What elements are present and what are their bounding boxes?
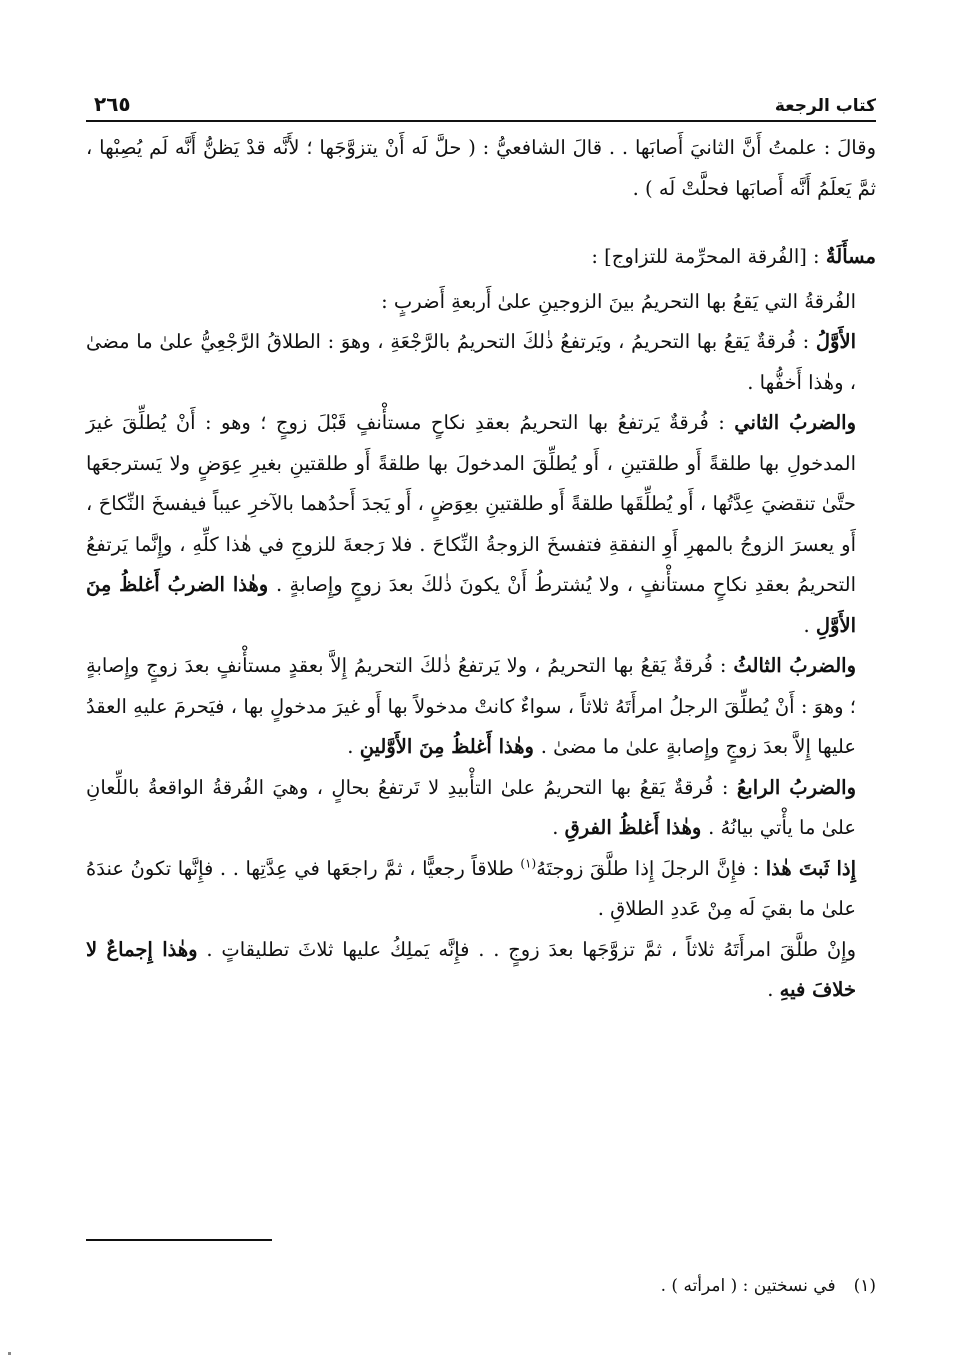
- paragraph-end: .: [767, 978, 780, 1001]
- footnote-number: (١): [853, 1276, 876, 1296]
- masala-title: : [الفُرقة المحرِّمة للتزاوج] :: [591, 245, 826, 268]
- paragraph-text: : فإِنَّ الرجلَ إِذا طلَّقَ زوجتَهُ: [536, 856, 766, 880]
- running-head: [86, 82, 876, 122]
- paragraph-consensus: [86, 930, 876, 1011]
- paragraph-text: : فُرقةٌ يَقعُ بها التحريمُ ، ويَرتفعُ ذٰلكَ التحريمُ بالرَّجْعَةِ ، وهوَ : الطلاقُ الرَّجْعِيُّ علىٰ ما مضىٰ ، وهٰذا أَخفُّها .: [86, 330, 856, 394]
- paragraph-first-type: [86, 322, 876, 403]
- if-established-label: إِذا ثَبتَ هٰذا: [765, 856, 856, 880]
- third-type-label: والضربُ الثالثُ: [733, 654, 856, 677]
- page-number: ٢٦٥: [94, 92, 131, 116]
- footnote-divider: [86, 1239, 272, 1241]
- paragraph-end: .: [803, 613, 816, 637]
- footnote-reference[interactable]: (١): [520, 856, 537, 870]
- paragraph-fourth-type: [86, 768, 876, 849]
- paragraph-masala-heading: [86, 237, 876, 278]
- second-type-label: والضربُ الثاني: [734, 411, 856, 434]
- paragraph-if-established: [86, 849, 876, 930]
- paragraph-text: : فُرقةٌ يَرتفعُ بها التحريمُ بعقدِ نكاحٍ مستأْنفٍ قَبْلَ زوجٍ ؛ وهو : أَنْ يُطلِّقَ غيرَ المدخولِ بها طلقةً أَو طلقتينِ ، أَو يُطلِّقَ المدخولَ بها طلقةً أَو طلقتينِ بغيرِ عِوَضٍ ولا يَسترجعَها حتَّىٰ تنقضيَ عِدَّتُها ، أَو يُطلِّقَها طلقةً أَو طلقتينِ بعِوَضٍ ، أَو يَجدَ أَحدُهما بالآخرِ عيباً فيفسخَ النِّكاحَ ، أَو يعسرَ الزوجُ بالمهرِ أَوِ النفقةِ فتفسخَ الزوجةُ النِّكاحَ . فلا رَجعةَ للزوجِ في هٰذا كلِّهِ ، وإِنَّما يَرتفعُ التحريمُ بعقدِ نكاحٍ مستأْنفٍ ، ولا يُشترطُ أَنْ يكونَ ذٰلكَ بعدَ زوجٍ وإِصابةٍ .: [86, 411, 857, 596]
- body-text: [86, 128, 876, 1011]
- paragraph-text: الفُرقةُ التي يَقعُ بها التحريمُ بينَ الزوجينِ علىٰ أَربعةِ أَضربٍ :: [381, 289, 856, 313]
- paragraph-quote-shafii: [86, 128, 876, 209]
- paragraph-second-type: [86, 403, 876, 646]
- paragraph-text-rest: طلاقاً رجعيًّا ، ثمَّ راجعَها في عِدَّتِها . . فإِنَّها تكونُ عندَهُ علىٰ ما بقيَ لَه مِنْ عَددِ الطلاقِ .: [86, 856, 856, 920]
- paragraph-text: وقالَ : علمتُ أَنَّ الثانيَ أَصابَها . . قالَ الشافعيُّ : ( حلَّ لَه أَنْ يتزوَّجَها ؛ لأَنَّه قدْ يَظنُّ أَنَّه لَم يُصِبْها ، ثمَّ يَعلَمُ أَنَّه أَصابَها فحلَّتْ لَه ) .: [86, 136, 876, 200]
- book-title: كتاب الرجعة: [774, 96, 876, 116]
- fourth-type-label: والضربُ الرابعُ: [736, 775, 857, 799]
- paragraph-third-type: [86, 646, 876, 768]
- first-type-label: الأَوَّلُ: [815, 330, 856, 353]
- masala-label: مسأَلَةٌ: [825, 245, 876, 268]
- paragraph-intro: [86, 282, 876, 323]
- third-type-conclusion: وهٰذا أَغلظُ مِنَ الأَوَّلينِ: [359, 735, 541, 758]
- footnote-text: في نسختين : ( امرأته ) .: [660, 1276, 836, 1296]
- consensus-statement: وهٰذا إِجماعٌ لا خلافَ فيهِ: [86, 937, 856, 1001]
- fourth-type-conclusion: وهٰذا أَغلظُ الفرقِ: [564, 816, 709, 839]
- paragraph-text: وإِنْ طلَّقَ امرأَتَهُ ثلاثاً ، ثمَّ تزوَّجَها بعدَ زوجٍ . . فإِنَّه يَملِكُ عليها ثلاثَ تطليقاتٍ .: [206, 937, 857, 961]
- paragraph-text: : فُرقةٌ يَقعُ بها التحريمُ علىٰ التأْبيدِ لا تَرتفعُ بحالٍ ، وهيَ الفُرقةُ الواقعةُ باللِّعانِ علىٰ ما يأْتي بيانُهُ .: [86, 775, 856, 839]
- footnote: [661, 1276, 876, 1296]
- paragraph-end: .: [552, 816, 565, 839]
- second-type-conclusion: وهٰذا الضربُ أَغلظُ مِنَ الأَوَّلِ: [86, 573, 856, 637]
- paragraph-end: .: [347, 735, 360, 758]
- scan-speck: [8, 1352, 11, 1355]
- page: [86, 82, 876, 1011]
- paragraph-text: : فُرقةٌ يَقعُ بها التحريمُ ، ولا يَرتفعُ ذٰلكَ التحريمُ إِلاَّ بعقدٍ مستأْنفٍ بعدَ زوجٍ وإِصابةٍ ؛ وهوَ : أَنْ يُطلِّقَ الرجلُ امرأَتَهُ ثلاثاً ، سواءٌ كانتْ مدخولاً بها أَو غيرَ مدخولٍ بها ، فيَحرمَ عليهِ العقدُ عليها إِلاَّ بعدَ زوجٍ وإِصابةٍ علىٰ ما مضىٰ .: [86, 654, 856, 758]
